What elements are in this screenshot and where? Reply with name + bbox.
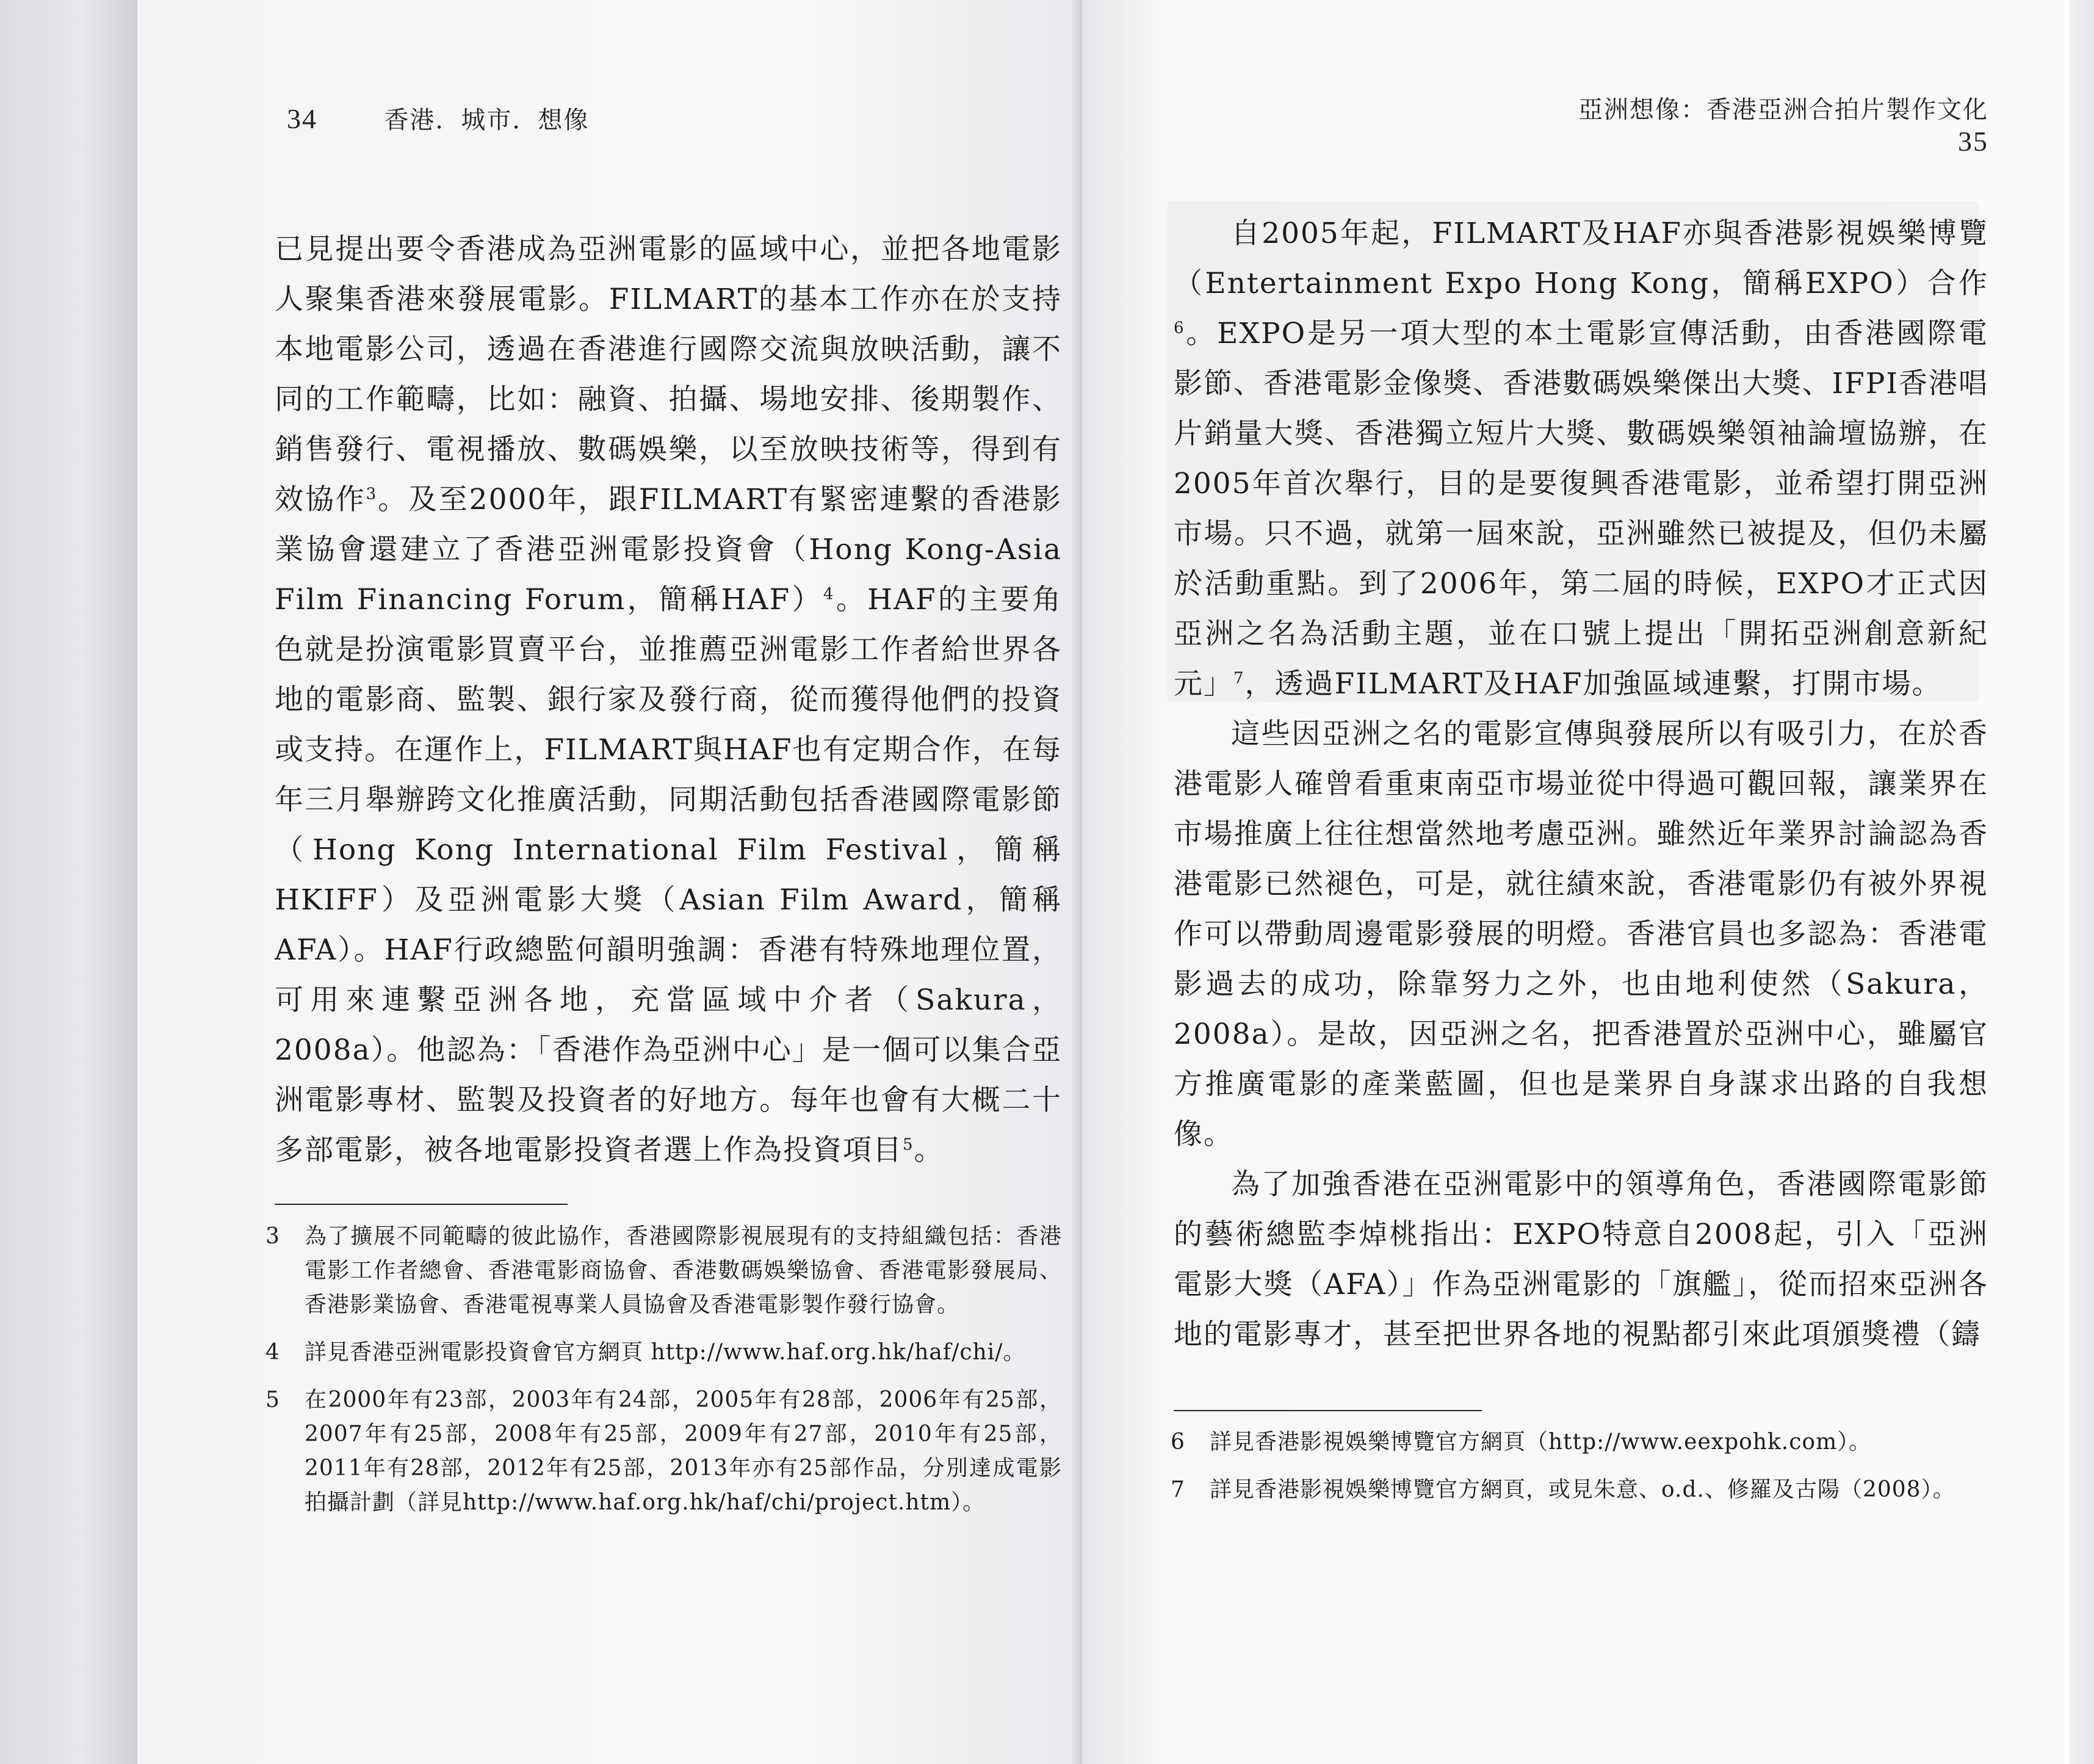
left-body-text [275,225,1062,1176]
left-book-title: 香港．城市．想像 [384,106,590,134]
footnote-ref-5: 5 [903,1135,914,1154]
right-paragraph-1: 自2005年起，FILMART及HAF亦與香港影視娛樂博覽（Entertainment Expo Hong Kong，簡稱EXPO）合作$^6$。EXPO是另一項大型的本土電影宣傳活動，由香港國際電影節、香港電影金像獎、香港數碼娛樂傑出大獎、IFPI香港唱片銷量大獎、香港獨立短片大獎、數碼娛樂領袖論壇協辦，在2005年首次舉行，目的是要復興香港電影，並希望打開亞洲市場。只不過，就第一屆來說，亞洲雖然已被提及，但仍未屬於活動重點。到了2006年，第二屆的時候，EXPO才正式因亞洲之名為活動主題，並在口號上提出「開拓亞洲創意新紀元」$^7$，透過FILMART及HAF加強區域連繫，打開市場。 [1174,217,1988,701]
footnote-4: 4 詳見香港亞洲電影投資會官方網頁 http://www.haf.org.hk/haf/chi/。 [265,1340,1026,1365]
right-running-head [1525,90,1988,157]
right-footnote-rule [1174,1410,1482,1411]
book-edge-left [0,0,137,1764]
footnote-3: 3 為了擴展不同範疇的彼此協作，香港國際影視展現有的支持組織包括：香港電影工作者總會、香港電影商協會、香港數碼娛樂協會、香港電影發展局、香港影業協會、香港電視專業人員協會及香港電影製作發行協會。 [265,1224,1062,1317]
footnote-ref-4: 4 [823,585,835,604]
left-page-number: 34 [287,103,317,134]
right-paragraph-2: 這些因亞洲之名的電影宣傳與發展所以有吸引力，在於香港電影人確曾看重東南亞市場並從中得過可觀回報，讓業界在市場推廣上往往想當然地考慮亞洲。雖然近年業界討論認為香港電影已然褪色，可是，就往績來說，香港電影仍有被外界視作可以帶動周邊電影發展的明燈。香港官員也多認為：香港電影過去的成功，除靠努力之外，也由地利使然（Sakura，2008a）。是故，因亞洲之名，把香港置於亞洲中心，雖屬官方推廣電影的產業藍圖，但也是業界自身謀求出路的自我想像。 [1174,717,1988,1151]
right-page-number: 35 [1958,126,1988,157]
right-footnotes [1171,1425,1988,1520]
left-footnote-rule [275,1204,568,1205]
left-page [137,0,1082,1764]
right-chapter-title: 亞洲想像：香港亞洲合拍片製作文化 [1578,96,1988,124]
right-body-text [1174,209,1988,1360]
footnote-ref-6: 6 [1174,319,1185,338]
footnote-5: 5 在2000年有23部，2003年有24部，2005年有28部，2006年有25部，2007年有25部，2008年有25部，2009年有27部，2010年有25部，2011年有28部，2012年有25部，2013年亦有25部作品，分別達成電影拍攝計劃（詳見http://www.haf.org.hk/haf/chi/project.htm）。 [265,1387,1062,1515]
footnote-6: 6 詳見香港影視娛樂博覽官方網頁（http://www.eexpohk.com）。 [1171,1430,1872,1455]
book-edge-right [2070,0,2094,1764]
left-footnotes [265,1220,1062,1533]
footnote-7: 7 詳見香港影視娛樂博覽官方網頁，或見朱意、o.d.、修羅及古陽（2008）。 [1171,1477,1955,1502]
footnote-ref-7: 7 [1233,669,1245,688]
left-paragraph: 已見提出要令香港成為亞洲電影的區域中心，並把各地電影人聚集香港來發展電影。FILMART的基本工作亦在於支持本地電影公司，透過在香港進行國際交流與放映活動，讓不同的工作範疇，比如：融資、拍攝、場地安排、後期製作、銷售發行、電視播放、數碼娛樂，以至放映技術等，得到有效協作$^3$。及至2000年，跟FILMART有緊密連繫的香港影業協會還建立了香港亞洲電影投資會（Hong Kong-Asia Film Financing Forum，簡稱HAF）$^4$。HAF的主要角色就是扮演電影買賣平台，並推薦亞洲電影工作者給世界各地的電影商、監製、銀行家及發行商，從而獲得他們的投資或支持。在運作上，FILMART與HAF也有定期合作，在每年三月舉辦跨文化推廣活動，同期活動包括香港國際電影節（Hong Kong International Film Festival，簡稱HKIFF）及亞洲電影大獎（Asian Film Award，簡稱AFA）。HAF行政總監何韻明強調：香港有特殊地理位置，可用來連繫亞洲各地，充當區域中介者（Sakura，2008a）。他認為：「香港作為亞洲中心」是一個可以集合亞洲電影專材、監製及投資者的好地方。每年也會有大概二十多部電影，被各地電影投資者選上作為投資項目$^5$。 [275,233,1063,1167]
left-running-head [287,101,589,136]
right-page [1082,0,2070,1764]
right-paragraph-3: 為了加強香港在亞洲電影中的領導角色，香港國際電影節的藝術總監李焯桃指出：EXPO特意自2008起，引入「亞洲電影大獎（AFA）」作為亞洲電影的「旗艦」，從而招來亞洲各地的電影專才，甚至把世界各地的視點都引來此項頒獎禮（鑄 [1174,1168,1988,1351]
footnote-ref-3: 3 [366,485,378,504]
